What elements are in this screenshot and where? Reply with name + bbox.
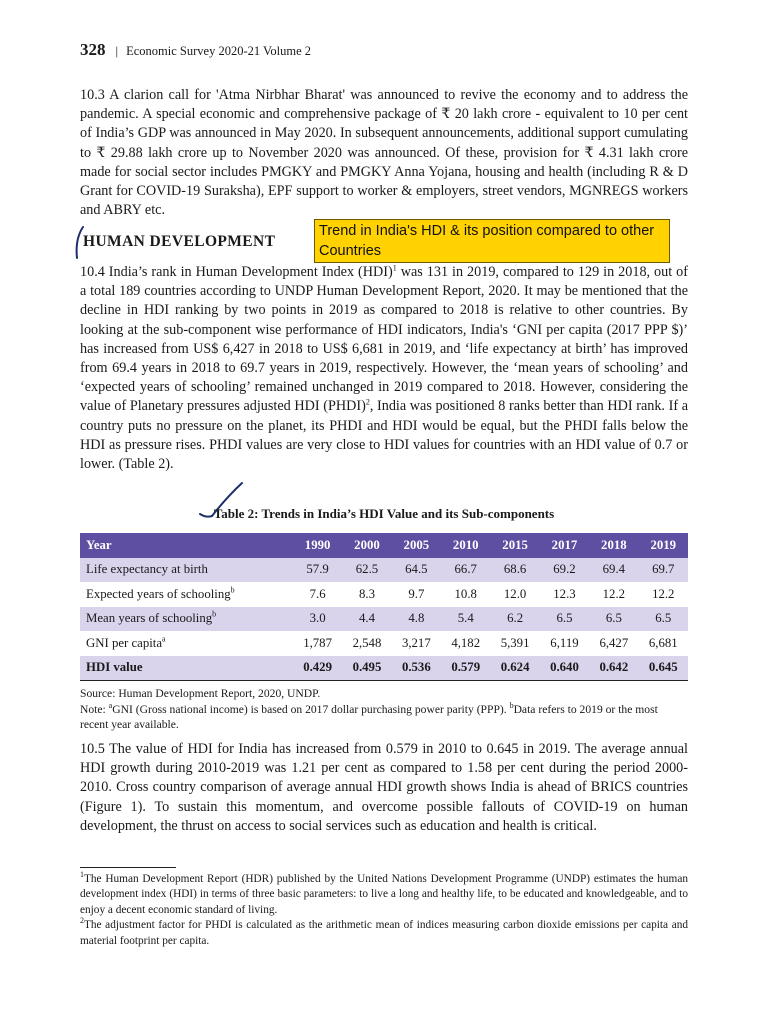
page-header bbox=[80, 40, 311, 64]
table-cell: 57.9 bbox=[306, 562, 329, 577]
table-cell: 5,391 bbox=[500, 635, 530, 650]
table-cell: 4.8 bbox=[408, 611, 425, 626]
footnotes bbox=[80, 872, 688, 949]
table-cell: 69.7 bbox=[652, 562, 675, 577]
table-cell: 69.4 bbox=[602, 562, 626, 577]
row-label: GNI per capita$^a$ bbox=[86, 634, 166, 650]
table-cell: 12.3 bbox=[553, 586, 576, 601]
table-cell: 8.3 bbox=[358, 586, 375, 601]
row-label: Expected years of schooling$^b$ bbox=[86, 585, 235, 601]
table-cell: 6.5 bbox=[655, 611, 672, 626]
footnote-ref-1: 1 bbox=[392, 263, 397, 273]
table-row-hdi-value bbox=[80, 656, 688, 681]
table-cell: 0.624 bbox=[500, 660, 530, 675]
table-cell: 0.536 bbox=[401, 660, 431, 675]
table-cell: 12.0 bbox=[503, 586, 527, 601]
table-header-row bbox=[80, 533, 688, 558]
paragraph-10-3: 10.3 A clarion call for 'Atma Nirbhar Bharat' was announced to revive the economy and to address the pandemic. A special economic and comprehensive package of ₹ 20 lakh crore - equivalent to 10 per cent of India’s GDP was announced in May 2020. In subsequent announcements, additional support cumulating to ₹ 29.88 lakh crore up to November 2020 was announced. Of these, provision for ₹ 4.31 lakh crore made for social sector includes PMGKY and PMGKY Anna Yojana, housing and health (including R & D Grant for COVID-19 Suraksha), EPF support to worker & employers, street vendors, MGNREGS workers and ABRY etc. bbox=[80, 87, 688, 219]
table-cell: 69.2 bbox=[553, 562, 576, 577]
page-number: 328 bbox=[80, 40, 106, 59]
table-cell: 4,182 bbox=[451, 635, 481, 650]
table-cell: 2,548 bbox=[352, 635, 382, 650]
table-cell: 0.579 bbox=[451, 660, 481, 675]
table-cell: 12.2 bbox=[652, 586, 675, 601]
table-title: Table 2: Trends in India’s HDI Value and its Sub-components bbox=[213, 506, 555, 521]
table-cell: 0.429 bbox=[303, 660, 332, 675]
table-cell: 1,787 bbox=[303, 635, 332, 650]
table-source: Source: Human Development Report, 2020, UNDP. bbox=[80, 687, 321, 700]
row-label: HDI value bbox=[86, 660, 143, 675]
table-cell: 5.4 bbox=[457, 611, 474, 626]
table-cell: 10.8 bbox=[454, 586, 477, 601]
table-cell: 4.4 bbox=[358, 611, 375, 626]
header-year: 2005 bbox=[403, 537, 430, 552]
header-year: 2019 bbox=[650, 537, 677, 552]
paragraph-10-5: 10.5 The value of HDI for India has increased from 0.579 in 2010 to 0.645 in 2019. The average annual HDI growth during 2010-2019 was 1.21 per cent as compared to 1.58 per cent during the period 2000-2010. Cross country comparison of average annual HDI growth shows India is ahead of BRICS countries (Figure 1). To sustain this momentum, and overcome possible fallouts of COVID-19 on human development, the thrust on access to social services such as education and health is critical. bbox=[80, 741, 688, 834]
p104-text-c: , India was positioned 8 ranks better than HDI rank. If a country puts no pressure on the planet, its PHDI and HDI would be equal, but the PHDI falls below the HDI as pressure rises. PHDI values are very close to HDI values for countries with an HDI value of 0.7 or lower. (Table 2). bbox=[80, 398, 688, 473]
header-year: 2015 bbox=[502, 537, 528, 552]
p104-text-b: was 131 in 2019, compared to 129 in 2018, out of a total 189 countries according to UNDP Human Development Report, 2020. It may be mentioned that the decline in HDI ranking by two points in 2019 as compared to 2018 is relative to other countries. By looking at the sub-component wise performance of HDI indicators, India's ‘GNI per capita (2017 PPP $)’ has increased from US$ 6,427 in 2018 to US$ 6,681 in 2019, and ‘life expectancy at birth’ has improved from 69.4 years in 2018 to 69.7 years in 2019, respectively. However, the ‘mean years of schooling’ and ‘expected years of schooling’ remained unchanged in 2019 compared to 2018. However, considering the value of Planetary pressures adjusted HDI (PHDI) bbox=[80, 264, 688, 415]
table-cell: 66.7 bbox=[454, 562, 477, 577]
table-row bbox=[80, 607, 688, 632]
table-cell: 9.7 bbox=[408, 586, 425, 601]
table-cell: 6.5 bbox=[605, 611, 622, 626]
header-year: 2017 bbox=[551, 537, 578, 552]
paragraph-10-4 bbox=[80, 263, 688, 474]
table-cell: 6.5 bbox=[556, 611, 573, 626]
header-year: 2010 bbox=[452, 537, 479, 552]
table-row bbox=[80, 582, 688, 607]
p104-text-a: 10.4 India’s rank in Human Development Index (HDI) bbox=[80, 264, 393, 280]
table-cell: 62.5 bbox=[355, 562, 379, 577]
table-note: Note: $^a$GNI (Gross national income) is based on 2017 dollar purchasing power parity (PPP). $^b$Data refers to 2019 or the most recent year available. bbox=[80, 701, 658, 731]
table-cell: 0.640 bbox=[550, 660, 579, 675]
footnote-2: $^2$The adjustment factor for PHDI is calculated as the arithmetic mean of indices measuring carbon dioxide emissions per capita and material footprint per capita. bbox=[80, 916, 688, 947]
header-separator: | bbox=[115, 43, 119, 58]
table-cell: 0.645 bbox=[648, 660, 678, 675]
row-label: Life expectancy at birth bbox=[86, 562, 208, 577]
header-year-label: Year bbox=[86, 537, 112, 552]
section-heading: HUMAN DEVELOPMENT bbox=[83, 233, 276, 250]
footnote-ref-2: 2 bbox=[365, 397, 370, 407]
table-cell: 0.642 bbox=[599, 660, 629, 675]
table-cell: 68.6 bbox=[503, 562, 527, 577]
table-cell: 3,217 bbox=[401, 635, 431, 650]
table-row bbox=[80, 558, 688, 583]
hdi-table bbox=[80, 533, 688, 681]
header-year: 2018 bbox=[601, 537, 627, 552]
table-cell: 0.495 bbox=[352, 660, 382, 675]
header-year: 2000 bbox=[354, 537, 380, 552]
running-title: Economic Survey 2020-21 Volume 2 bbox=[126, 44, 312, 58]
table-cell: 6,427 bbox=[599, 635, 629, 650]
table-cell: 64.5 bbox=[405, 562, 428, 577]
header-year: 1990 bbox=[304, 537, 331, 552]
table-cell: 7.6 bbox=[309, 586, 326, 601]
table-row bbox=[80, 631, 688, 656]
footnote-divider bbox=[80, 867, 176, 868]
table-cell: 12.2 bbox=[602, 586, 626, 601]
table-cell: 6,681 bbox=[648, 635, 678, 650]
table-cell: 6.2 bbox=[507, 611, 524, 626]
footnote-1: $^1$The Human Development Report (HDR) published by the United Nations Development Programme (UNDP) estimates the human development index (HDI) in terms of three basic parameters: to live a long and healthy life, to be educated and knowledgeable, and to enjoy a decent economic standard of living. bbox=[80, 870, 688, 916]
annotation-callout-box: Trend in India's HDI & its position compared to other Countries bbox=[314, 219, 670, 263]
table-cell: 6,119 bbox=[550, 635, 579, 650]
row-label: Mean years of schooling$^b$ bbox=[86, 609, 217, 626]
table-cell: 3.0 bbox=[309, 611, 326, 626]
